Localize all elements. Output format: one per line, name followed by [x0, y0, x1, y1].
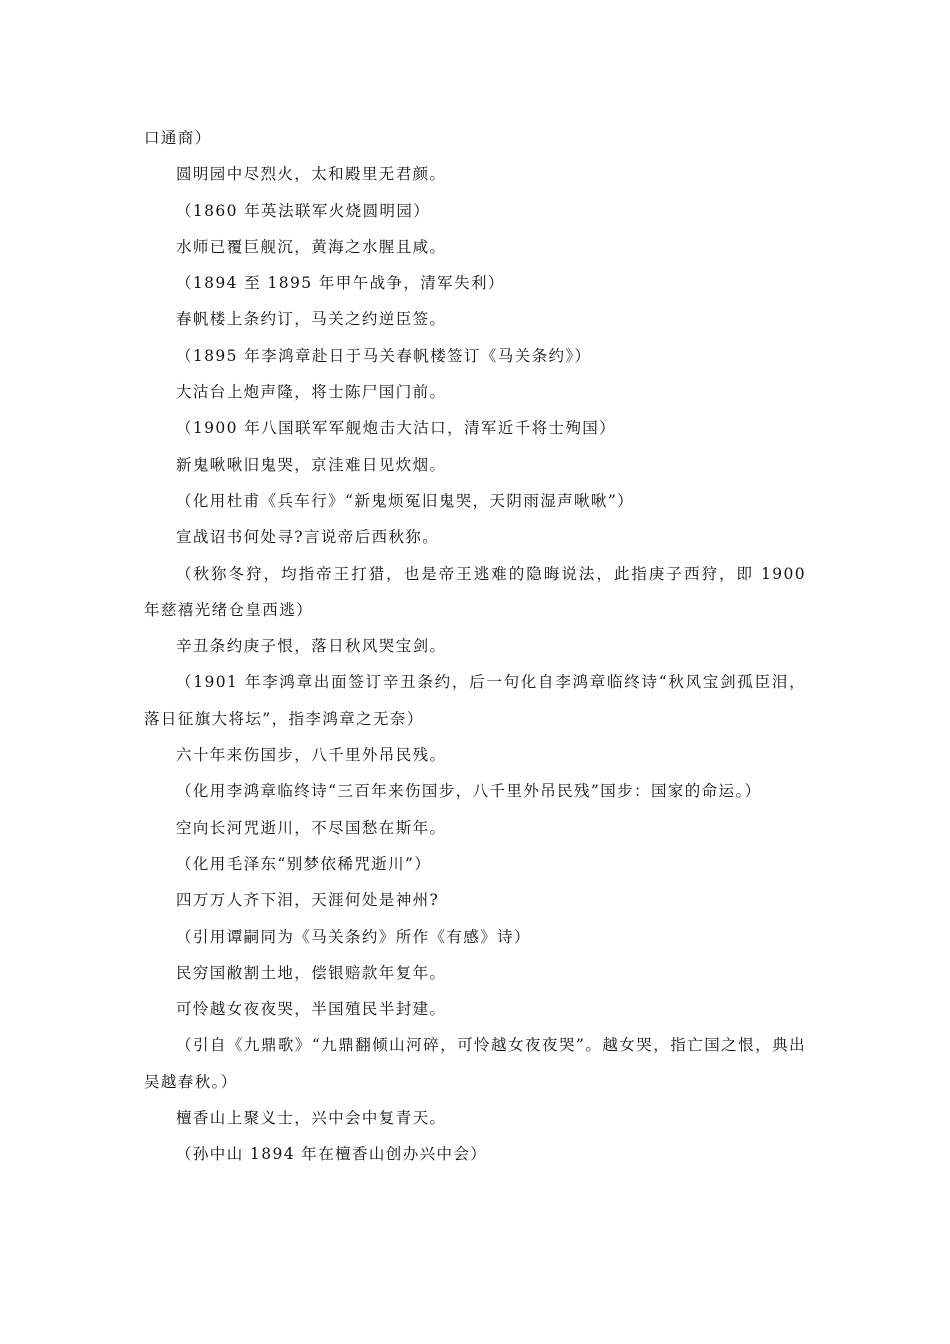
paragraph: 民穷国敝割土地，偿银赔款年复年。: [176, 963, 447, 982]
paragraph: 水师已覆巨舰沉，黄海之水腥且咸。: [176, 237, 447, 256]
paragraph: （引用谭嗣同为《马关条约》所作《有感》诗）: [176, 927, 531, 946]
paragraph: （1900 年八国联军军舰炮击大沽口，清军近千将士殉国）: [176, 419, 617, 438]
paragraph: 口通商）: [144, 129, 212, 147]
document-body: [144, 120, 806, 1173]
paragraph: 空向长河咒逝川，不尽国愁在斯年。: [176, 818, 447, 837]
paragraph: （孙中山 1894 年在檀香山创办兴中会）: [176, 1145, 488, 1164]
paragraph: （化用李鸿章临终诗“三百年来伤国步，八千里外吊民残”国步：国家的命运。）: [176, 782, 762, 801]
paragraph: 可怜越女夜夜哭，半国殖民半封建。: [176, 1000, 447, 1019]
paragraph: （化用毛泽东“别梦依稀咒逝川”）: [176, 854, 432, 873]
paragraph: （1894 至 1895 年甲午战争，清军失利）: [176, 274, 505, 293]
paragraph: 春帆楼上条约订，马关之约逆臣签。: [176, 310, 447, 329]
paragraph: 四万万人齐下泪，天涯何处是神州?: [176, 891, 440, 910]
paragraph: 六十年来伤国步，八千里外吊民残。: [176, 746, 447, 765]
paragraph: 辛丑条约庚子恨，落日秋风哭宝剑。: [176, 637, 447, 656]
paragraph: （1901 年李鸿章出面签订辛丑条约，后一句化自李鸿章临终诗“秋风宝剑孤臣泪，落日征旗大将坛”，指李鸿章之无奈）: [144, 673, 806, 728]
paragraph: （化用杜甫《兵车行》“新鬼烦冤旧鬼哭，天阴雨湿声啾啾”）: [176, 491, 635, 510]
paragraph: （1895 年李鸿章赴日于马关春帆楼签订《马关条约》）: [176, 346, 592, 365]
paragraph: 大沽台上炮声隆，将士陈尸国门前。: [176, 383, 447, 402]
paragraph: 檀香山上聚义士，兴中会中复青天。: [176, 1109, 447, 1128]
paragraph: 宣战诏书何处寻?言说帝后西秋狝。: [176, 528, 440, 547]
paragraph: 新鬼啾啾旧鬼哭，京洼难日见炊烟。: [176, 455, 447, 474]
paragraph: （1860 年英法联军火烧圆明园）: [176, 201, 431, 220]
paragraph: （秋狝冬狩，均指帝王打猎，也是帝王逃难的隐晦说法，此指庚子西狩，即 1900 年慈禧光绪仓皇西逃）: [144, 564, 806, 619]
paragraph: （引自《九鼎歌》“九鼎翻倾山河碎，可怜越女夜夜哭”。越女哭，指亡国之恨，典出吴越春秋。）: [144, 1036, 806, 1091]
paragraph: 圆明园中尽烈火，太和殿里无君颜。: [176, 165, 447, 184]
